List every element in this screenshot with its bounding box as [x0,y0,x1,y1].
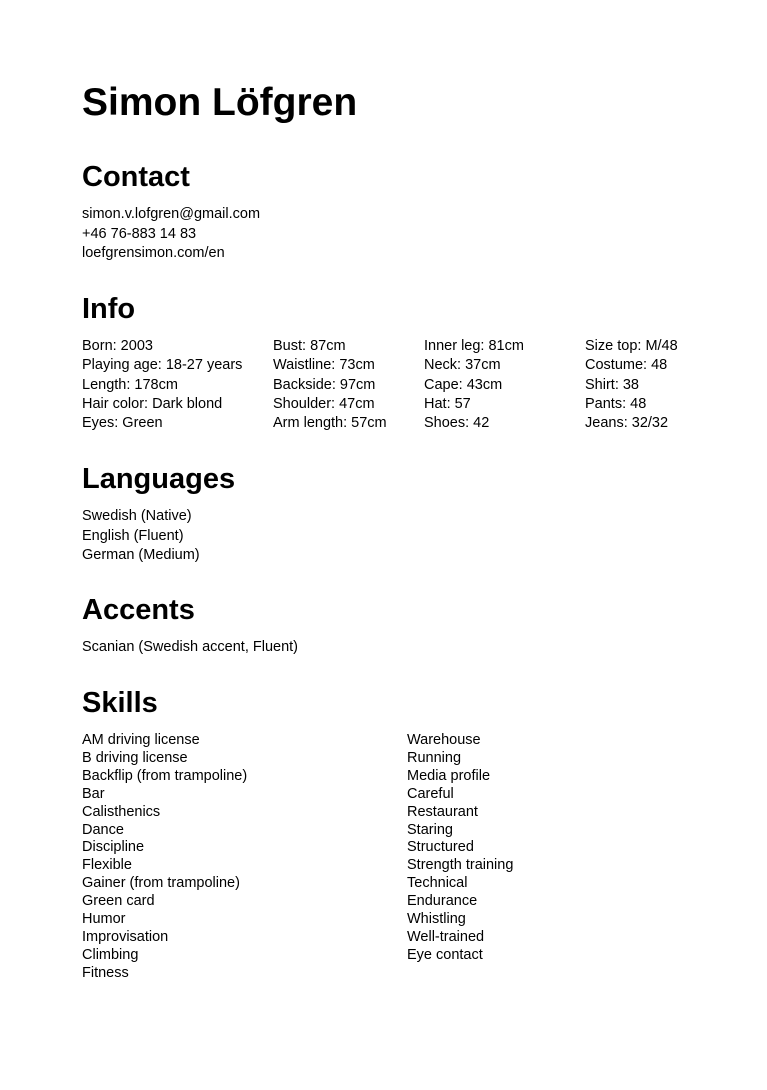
info-item: Costume: 48 [585,357,668,374]
info-column [424,337,524,433]
info-column [82,337,242,433]
contact-section [82,205,260,264]
skill-item: Strength training [407,857,514,874]
skill-item: Warehouse [407,732,481,748]
contact-heading: Contact [82,161,190,193]
info-item: Pants: 48 [585,395,647,412]
skill-item: Staring [407,821,453,838]
skill-item: Improvisation [82,928,169,945]
accents-list [82,638,298,658]
skill-item: Gainer (from trampoline) [82,875,240,892]
page-title: Simon Löfgren [82,81,358,124]
info-item: Playing age: 18-27 years [82,357,243,374]
language-item: Swedish (Native) [82,508,192,524]
skill-item: Backflip (from trampoline) [82,767,248,784]
skill-item: Eye contact [407,946,483,963]
info-item: Bust: 87cm [273,338,346,354]
skill-item: Running [407,749,462,766]
skill-item: Green card [82,893,155,910]
skills-column [407,732,513,965]
info-item: Waistline: 73cm [273,357,375,374]
skill-item: Media profile [407,767,491,784]
info-item: Cape: 43cm [424,376,503,393]
info-item: Jeans: 32/32 [585,415,669,432]
contact-website: loefgrensimon.com/en [82,245,225,261]
info-item: Eyes: Green [82,415,163,432]
skill-item: Fitness [82,964,129,981]
skill-item: Calisthenics [82,803,161,820]
skill-item: Careful [407,785,454,802]
skill-item: B driving license [82,749,188,766]
language-item: German (Medium) [82,547,200,563]
info-item: Shoulder: 47cm [273,395,375,412]
languages-heading: Languages [82,463,236,495]
skill-item: Endurance [407,893,478,910]
info-column [273,337,387,433]
skills-heading: Skills [82,687,158,719]
accent-item: Scanian (Swedish accent, Fluent) [82,639,298,655]
contact-phone: +46 76-883 14 83 [82,225,197,242]
info-item: Born: 2003 [82,338,153,354]
info-item: Neck: 37cm [424,357,501,374]
info-item: Size top: M/48 [585,338,678,354]
skill-item: Humor [82,911,126,928]
skill-item: Climbing [82,946,139,963]
accents-heading: Accents [82,594,195,626]
skill-item: Well-trained [407,928,485,945]
skill-item: Bar [82,785,105,802]
skill-item: Dance [82,821,124,838]
languages-list [82,507,200,566]
skill-item: Restaurant [407,803,478,820]
skill-item: AM driving license [82,732,200,748]
info-item: Backside: 97cm [273,376,376,393]
contact-email: simon.v.lofgren@gmail.com [82,206,261,222]
info-item: Arm length: 57cm [273,415,387,432]
skill-item: Whistling [407,911,466,928]
info-item: Hair color: Dark blond [82,395,223,412]
skill-item: Flexible [82,857,132,874]
info-item: Hat: 57 [424,395,471,412]
info-column [585,337,678,433]
info-item: Inner leg: 81cm [424,338,524,354]
skills-column [82,732,247,983]
info-item: Shirt: 38 [585,376,639,393]
info-heading: Info [82,293,136,325]
info-item: Length: 178cm [82,376,178,393]
skill-item: Discipline [82,839,145,856]
language-item: English (Fluent) [82,527,184,544]
info-item: Shoes: 42 [424,415,490,432]
skill-item: Structured [407,839,474,856]
skill-item: Technical [407,875,468,892]
